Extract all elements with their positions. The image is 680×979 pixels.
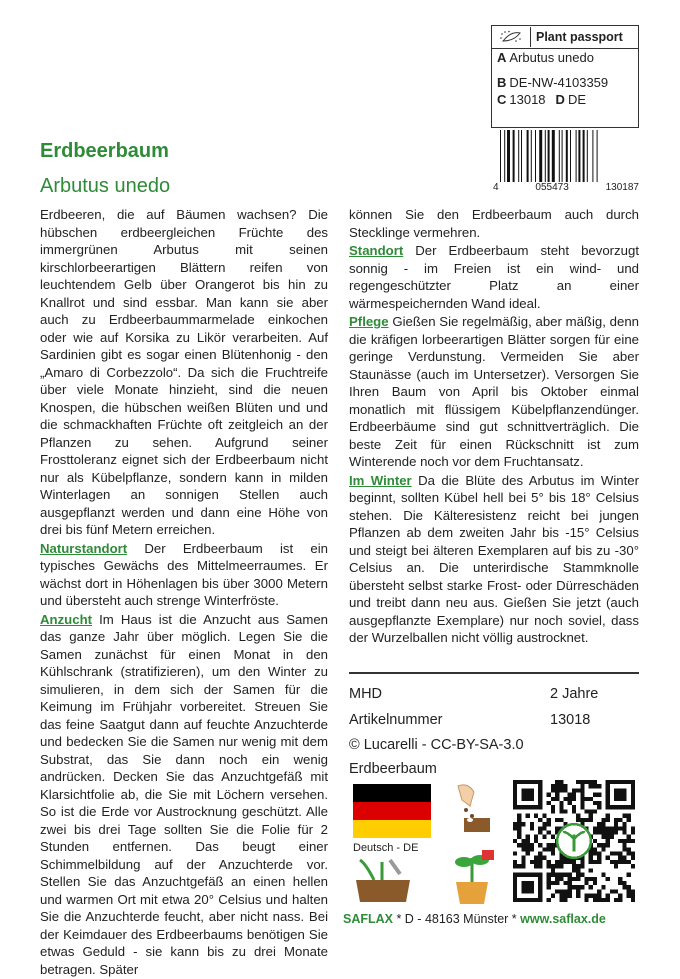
footer bbox=[343, 912, 606, 926]
brand-name: SAFLAX bbox=[343, 912, 393, 926]
barcode bbox=[500, 130, 630, 182]
section-winter: Im Winter Da die Blüte des Arbutus im Winter beginnt, sollten Kübel hell bei 5° bis 18° Celsius stehen. Die Kälteresistenz reicht bei jungen Pflanzen ab dem zweiten Jahr bis -15° Celsius und steigt bei älteren Exemplaren auf bis zu -30° Celsius an. Die unterirdische Stammknolle übersteht selbst starke Frost- oder Dürreschäden und treibt dann neu aus. Gießen Sie jetzt (auch ausgepflanzte Exemplare) nur noch soviel, dass der Wurzelballen nicht völlig austrocknet. bbox=[349, 472, 639, 645]
qr-code bbox=[513, 780, 635, 902]
seed-sowing-icon bbox=[440, 780, 506, 834]
article-number-label: Artikelnummer bbox=[349, 712, 443, 728]
eu-organic-leaf-icon bbox=[492, 27, 531, 47]
passport-row-cd: C 13018 D DE bbox=[497, 92, 586, 107]
watering-icon bbox=[352, 854, 414, 906]
language-label: Deutsch - DE bbox=[353, 842, 419, 854]
passport-row-b: B DE-NW-4103359 bbox=[497, 75, 609, 90]
plant-passport bbox=[491, 25, 639, 128]
section-anzucht: Anzucht Im Haus ist die Anzucht aus Samen das ganze Jahr über möglich. Legen Sie die Samen zunächst für einen Monat in den Kühlschrank (stratifizieren), um den Winter zu simulieren, in dem sich der Samen für die Keimung im Frühjahr vorbereitet. Streuen Sie das feine Saatgut dann auf feuchte Anzuchterde und bedecken Sie die Samen nur wenig mit dem Substrat, das Sie dann noch ein wenig andrücken. Decken Sie das Anzuchtgefäß mit Klarsichtfolie ab, die Sie mit Löchern versehen. So ist die Erde vor Austrocknung geschützt. Alle zwei bis drei Tage sollten Sie die Folie für 2 Stunden entfernen. Das beugt einer Schimmelbildung auf der Anzuchterde vor. Stellen Sie das Anzuchtgefäß an einen hellen und warmen Ort mit etwa 20° Celsius und halten Sie die Anzuchterde feucht, aber nicht nass. Bei der Keimdauer des Erdbeerbaums benötigen Sie etwas Geduld - sie kann bis zu drei Monate betragen. Später bbox=[40, 611, 328, 977]
mhd-label: MHD bbox=[349, 686, 383, 702]
mhd-value: 2 Jahre bbox=[550, 686, 599, 702]
page-title: Erdbeerbaum bbox=[40, 140, 169, 162]
passport-title: Plant passport bbox=[536, 29, 623, 44]
anzucht-continued: können Sie den Erdbeerbaum auch durch Stecklinge vermehren. bbox=[349, 207, 639, 240]
intro-text: Erdbeeren, die auf Bäumen wachsen? Die hübschen erdbeergleichen Früchte des immergrünen Arbutus mit seinen kirschlorbeerartigen Blättern reifen von leuchtendem Gelb über Orangerot bis hin zu Knallrot und sind essbar. Man kann sie aber auch zu Erdbeerbaummarmelade einkochen oder wie auf Korsika zu Likör verarbeiten. Auf Sardinien gibt es sogar einen Blütenhonig - den „Amaro di Corbezzolo“. Da sich die Fruchtreife über viele Monate hinzieht, sind die neuen Knospen, die hübschen weißen Blüten und und die schmackhaften Früchte oft zeitgleich an der Pflanzen zu sehen. Aufgrund seiner Frosttoleranz eignet sich der Erdbeerbaum nicht nur als Kübelpflanze, sondern kann in milden Winterlagen an sonnigen Stellen auch ausgepflanzt werden und dann eine Höhe von drei bis fünf Metern erreichen. bbox=[40, 207, 328, 537]
barcode-numbers: 4 055473 130187 bbox=[493, 182, 639, 193]
section-standort: Standort Der Erdbeerbaum steht bevorzugt sonnig - im Freien ist ein wind- und regengeschützter Platz an einer wärmespeichernden Wand ideal. bbox=[349, 243, 639, 311]
image-credit: © Lucarelli - CC-BY-SA-3.0 bbox=[349, 737, 524, 753]
article-number-value: 13018 bbox=[550, 712, 591, 728]
address: * D - 48163 Münster * bbox=[393, 912, 521, 926]
text-column-left bbox=[40, 206, 328, 979]
passport-row-a: A Arbutus unedo bbox=[497, 50, 594, 65]
seedling-pot-icon bbox=[446, 848, 498, 906]
product-name: Erdbeerbaum bbox=[349, 761, 437, 777]
botanical-name: Arbutus unedo bbox=[40, 175, 171, 197]
text-column-right bbox=[349, 206, 639, 648]
divider bbox=[349, 672, 639, 674]
section-pflege: Pflege Gießen Sie regelmäßig, aber mäßig, denn die kräfigen lorbeerartigen Blätter sorgen für eine geringe Verdunstung. Vermeiden Sie aber Staunässe (auch im Untersetzer). Versorgen Sie Ihren Baum von April bis Oktober einmal monatlich mit flüssigem Kübelpflanzendünger. Erdbeerbäume sind gut schnittverträglich. Die beste Zeit für einen Rückschnitt ist zum Winterende noch vor dem Fruchtansatz. bbox=[349, 314, 639, 469]
german-flag-icon bbox=[353, 784, 431, 838]
section-naturstandort: Naturstandort Der Erdbeerbaum ist ein typisches Gewächs des Mittelmeerraumes. Er wächst dort in Höhenlagen bis über 3000 Metern und übersteht auch strenge Winterfröste. bbox=[40, 540, 328, 608]
website-link[interactable]: www.saflax.de bbox=[520, 912, 606, 926]
